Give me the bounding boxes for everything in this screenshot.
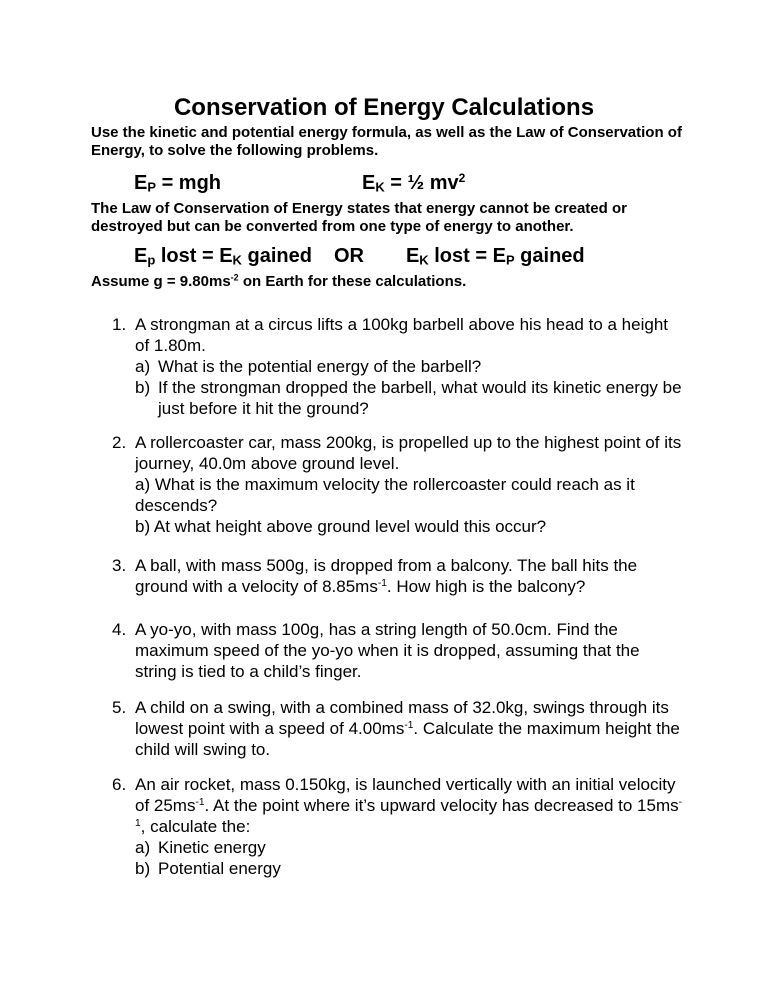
question-4 (112, 619, 682, 682)
question-text: A strongman at a circus lifts a 100kg barbell above his head to a height of 1.80m. (135, 315, 668, 355)
part-label: a) (135, 838, 151, 857)
question-part-b: b) At what height above ground level would this occur? (135, 517, 547, 536)
question-2 (112, 432, 682, 537)
question-text-middle: . At the point where it’s upward velocity has decreased to 15ms (204, 796, 679, 815)
lf-part1: E (134, 245, 148, 267)
ek-power: 2 (458, 170, 466, 185)
lf-mid3: lost = E (428, 245, 506, 267)
question-text: A yo-yo, with mass 100g, has a string length of 50.0cm. Find the maximum speed of the yo-yo when it is dropped, assuming that the string is tied to a child’s finger. (135, 620, 640, 681)
kinetic-energy-formula (362, 171, 465, 199)
unit-power: -1 (135, 796, 683, 829)
unit-power: -1 (377, 577, 387, 589)
lf-mid2: gained (241, 245, 312, 267)
lf-sub2: K (232, 252, 242, 268)
question-1 (112, 314, 682, 419)
question-5 (112, 697, 682, 760)
question-number: 2. (112, 433, 127, 452)
question-6 (112, 774, 682, 879)
question-number: 5. (112, 698, 127, 717)
part-text: Kinetic energy (158, 838, 266, 857)
part-label: b) (135, 378, 151, 397)
assume-power: -2 (230, 272, 239, 283)
unit-power: -1 (404, 719, 414, 731)
unit-power: -1 (195, 796, 205, 808)
potential-energy-formula (134, 171, 221, 199)
lf-sub1: p (147, 252, 156, 268)
question-3 (112, 555, 682, 597)
gravity-assumption (91, 273, 466, 291)
part-label: a) (135, 357, 151, 376)
ep-subscript: P (147, 179, 157, 195)
lf-sub3: K (419, 252, 429, 268)
question-text: A ball, with mass 500g, is dropped from a balcony. The ball hits the ground with a velocity of 8.85ms (135, 556, 638, 596)
ek-subscript: K (375, 179, 385, 195)
question-part (135, 858, 682, 879)
conservation-formula (134, 244, 585, 272)
part-text: Potential energy (158, 859, 281, 878)
lf-or: OR (333, 245, 364, 267)
intro-instructions: Use the kinetic and potential energy formula, as well as the Law of Conservation of Energy, to solve the following problems. (91, 124, 682, 159)
ek-symbol: E (362, 172, 376, 194)
question-text: A child on a swing, with a combined mass of 32.0kg, swings through its lowest point with a speed of 4.00ms (135, 698, 669, 738)
question-text-end: , calculate the: (140, 817, 251, 836)
conservation-law-text: The Law of Conservation of Energy states that energy cannot be created or destroyed but can be converted from one type of energy to another. (91, 200, 627, 235)
question-number: 4. (112, 620, 127, 639)
question-number: 1. (112, 315, 127, 334)
question-number: 3. (112, 556, 127, 575)
page-title: Conservation of Energy Calculations (173, 94, 595, 121)
lf-mid4: gained (514, 245, 585, 267)
ek-rest: = ½ mv (384, 172, 459, 194)
ep-symbol: E (134, 172, 148, 194)
lf-mid1: lost = E (155, 245, 233, 267)
part-text: What is the potential energy of the barbell? (158, 357, 482, 376)
lf-part2: E (405, 245, 420, 267)
question-part (135, 837, 682, 858)
question-number: 6. (112, 775, 127, 794)
part-text: If the strongman dropped the barbell, what would its kinetic energy be just before it hit the ground? (158, 378, 682, 418)
assume-before: Assume g = 9.80ms (91, 273, 231, 290)
assume-after: on Earth for these calculations. (238, 273, 467, 290)
ep-rest: = mgh (156, 172, 222, 194)
question-part-a: a) What is the maximum velocity the rollercoaster could reach as it descends? (135, 475, 635, 515)
question-text: An air rocket, mass 0.150kg, is launched vertically with an initial velocity of 25ms (135, 775, 676, 815)
question-part (135, 356, 682, 377)
lf-sub4: P (505, 252, 515, 268)
question-text-end: . How high is the balcony? (386, 577, 586, 596)
question-text-end: . Calculate the maximum height the child will swing to. (135, 719, 680, 759)
question-text: A rollercoaster car, mass 200kg, is propelled up to the highest point of its journey, 40.0m above ground level. (135, 433, 682, 473)
question-part (135, 377, 682, 419)
part-label: b) (135, 859, 151, 878)
